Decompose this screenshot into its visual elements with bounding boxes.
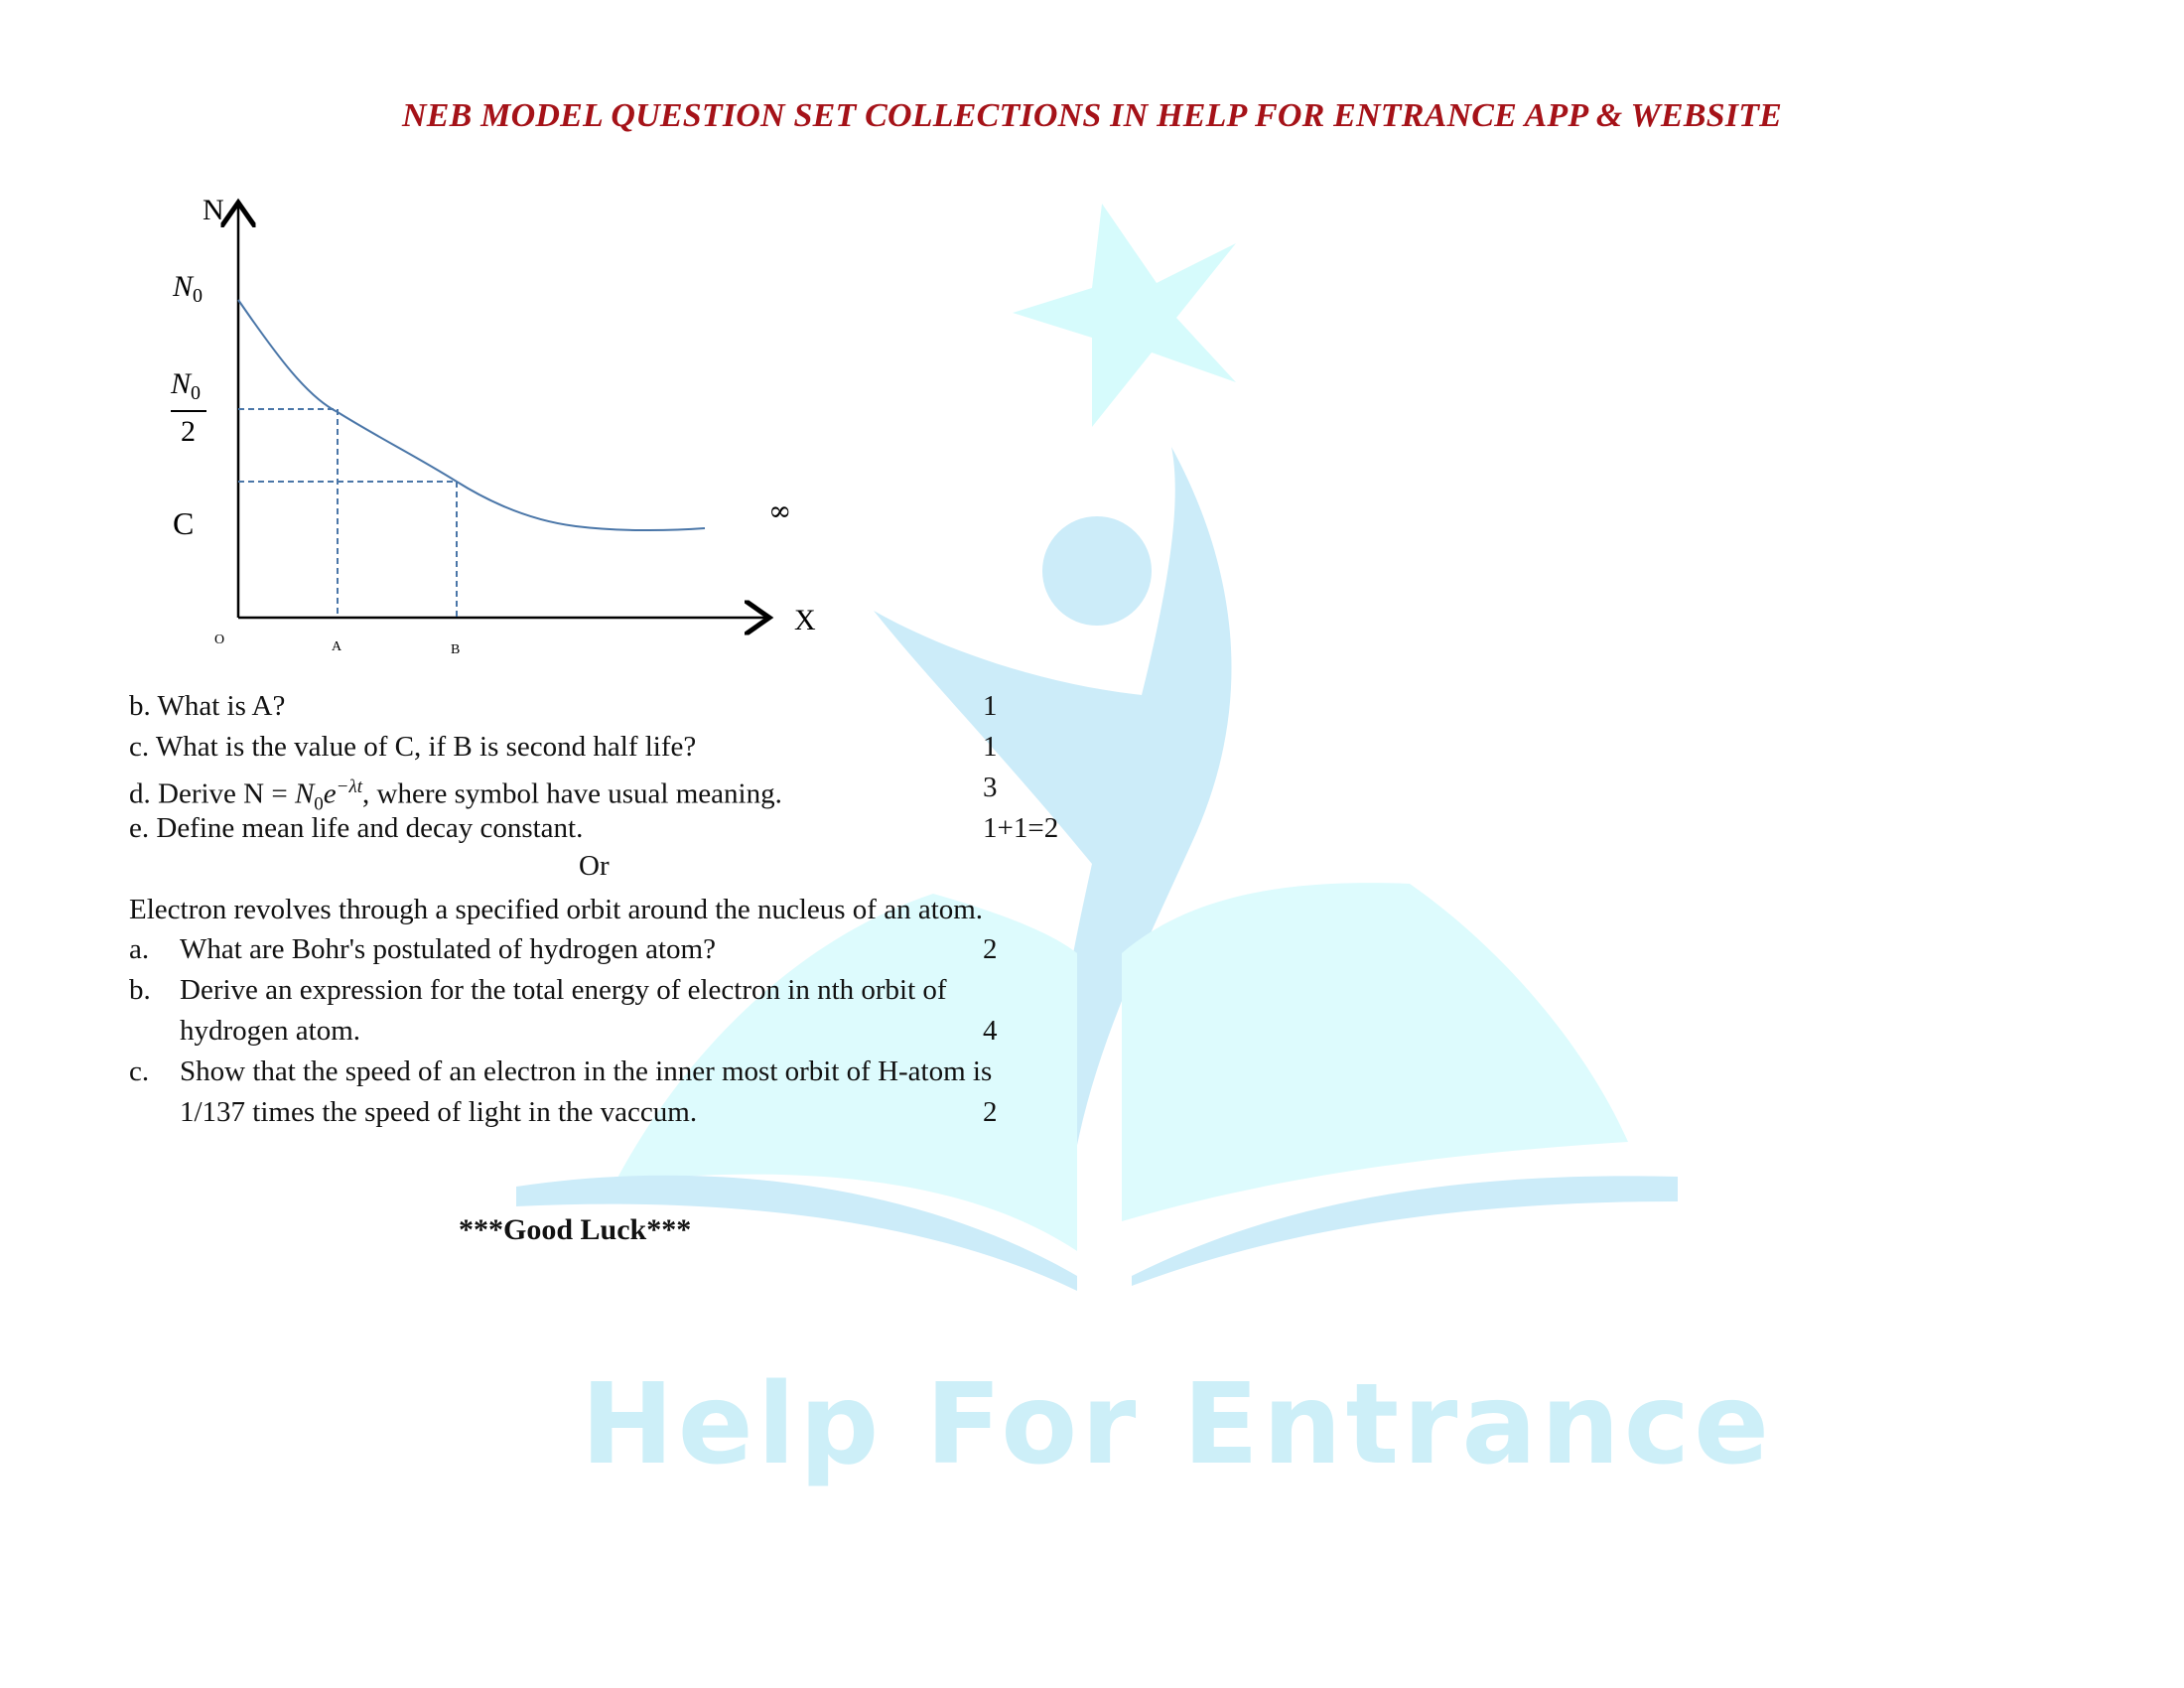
x-axis-label: X <box>794 604 816 636</box>
marks-e: 1+1=2 <box>983 812 1059 844</box>
alt-item-c-marks: 2 <box>983 1096 998 1128</box>
decay-curve <box>238 300 705 530</box>
watermark-book-right-icon <box>1122 883 1628 1221</box>
tick-label-a: A <box>332 639 342 654</box>
n0-symbol: N <box>173 270 194 303</box>
alt-item-c-text-line2: 1/137 times the speed of light in the vaccum. <box>180 1096 698 1128</box>
page-header: NEB MODEL QUESTION SET COLLECTIONS IN HELP FOR ENTRANCE APP & WEBSITE <box>401 97 1783 134</box>
alt-item-b-text-line1: Derive an expression for the total energy of electron in nth orbit of <box>180 974 947 1006</box>
alt-item-a-text: What are Bohr's postulated of hydrogen atom? <box>180 933 716 965</box>
watermark-head-icon <box>1042 516 1152 626</box>
question-d-exp-base: e <box>323 777 337 810</box>
alt-item-c-text-line1: Show that the speed of an electron in the inner most orbit of H-atom is <box>180 1055 993 1087</box>
alt-intro: Electron revolves through a specified orbit around the nucleus of an atom. <box>129 894 984 925</box>
question-d-sub: 0 <box>314 793 324 815</box>
watermark-star-icon <box>1013 204 1236 427</box>
alt-item-b-marks: 4 <box>983 1015 998 1047</box>
tick-label-b: B <box>451 642 461 657</box>
decay-graph <box>149 189 844 675</box>
alt-item-b-letter: b. <box>129 974 151 1006</box>
good-luck-footer: ***Good Luck*** <box>459 1213 692 1246</box>
watermark-text: Help For Entrance <box>581 1360 1774 1489</box>
question-b: b. What is A? <box>129 690 286 722</box>
marks-d: 3 <box>983 772 998 803</box>
question-e: e. Define mean life and decay constant. <box>129 812 584 844</box>
question-d-exp: −λt <box>336 776 363 797</box>
question-d-post: , where symbol have usual meaning. <box>362 777 782 810</box>
c-label: C <box>173 505 195 541</box>
alt-item-b-text-line2: hydrogen atom. <box>180 1015 361 1047</box>
question-c: c. What is the value of C, if B is second half life? <box>129 731 697 763</box>
half-n0-den: 2 <box>181 415 196 448</box>
alt-item-c-letter: c. <box>129 1055 150 1087</box>
n0-label <box>172 270 203 307</box>
alt-item-a-marks: 2 <box>983 933 998 965</box>
origin-label: O <box>214 633 225 647</box>
y-axis-label: N <box>203 194 224 226</box>
question-d-symbol: N <box>294 777 315 810</box>
half-n0-sub: 0 <box>191 382 202 404</box>
half-n0-symbol: N <box>171 367 192 400</box>
n0-sub: 0 <box>193 285 204 307</box>
or-separator: Or <box>579 850 610 882</box>
alt-item-a-letter: a. <box>129 933 150 965</box>
infinity-label: ∞ <box>768 494 792 527</box>
marks-b: 1 <box>983 690 998 722</box>
half-n0-label <box>170 367 201 404</box>
question-d-pre: d. Derive N = <box>129 777 295 810</box>
marks-c: 1 <box>983 731 998 763</box>
